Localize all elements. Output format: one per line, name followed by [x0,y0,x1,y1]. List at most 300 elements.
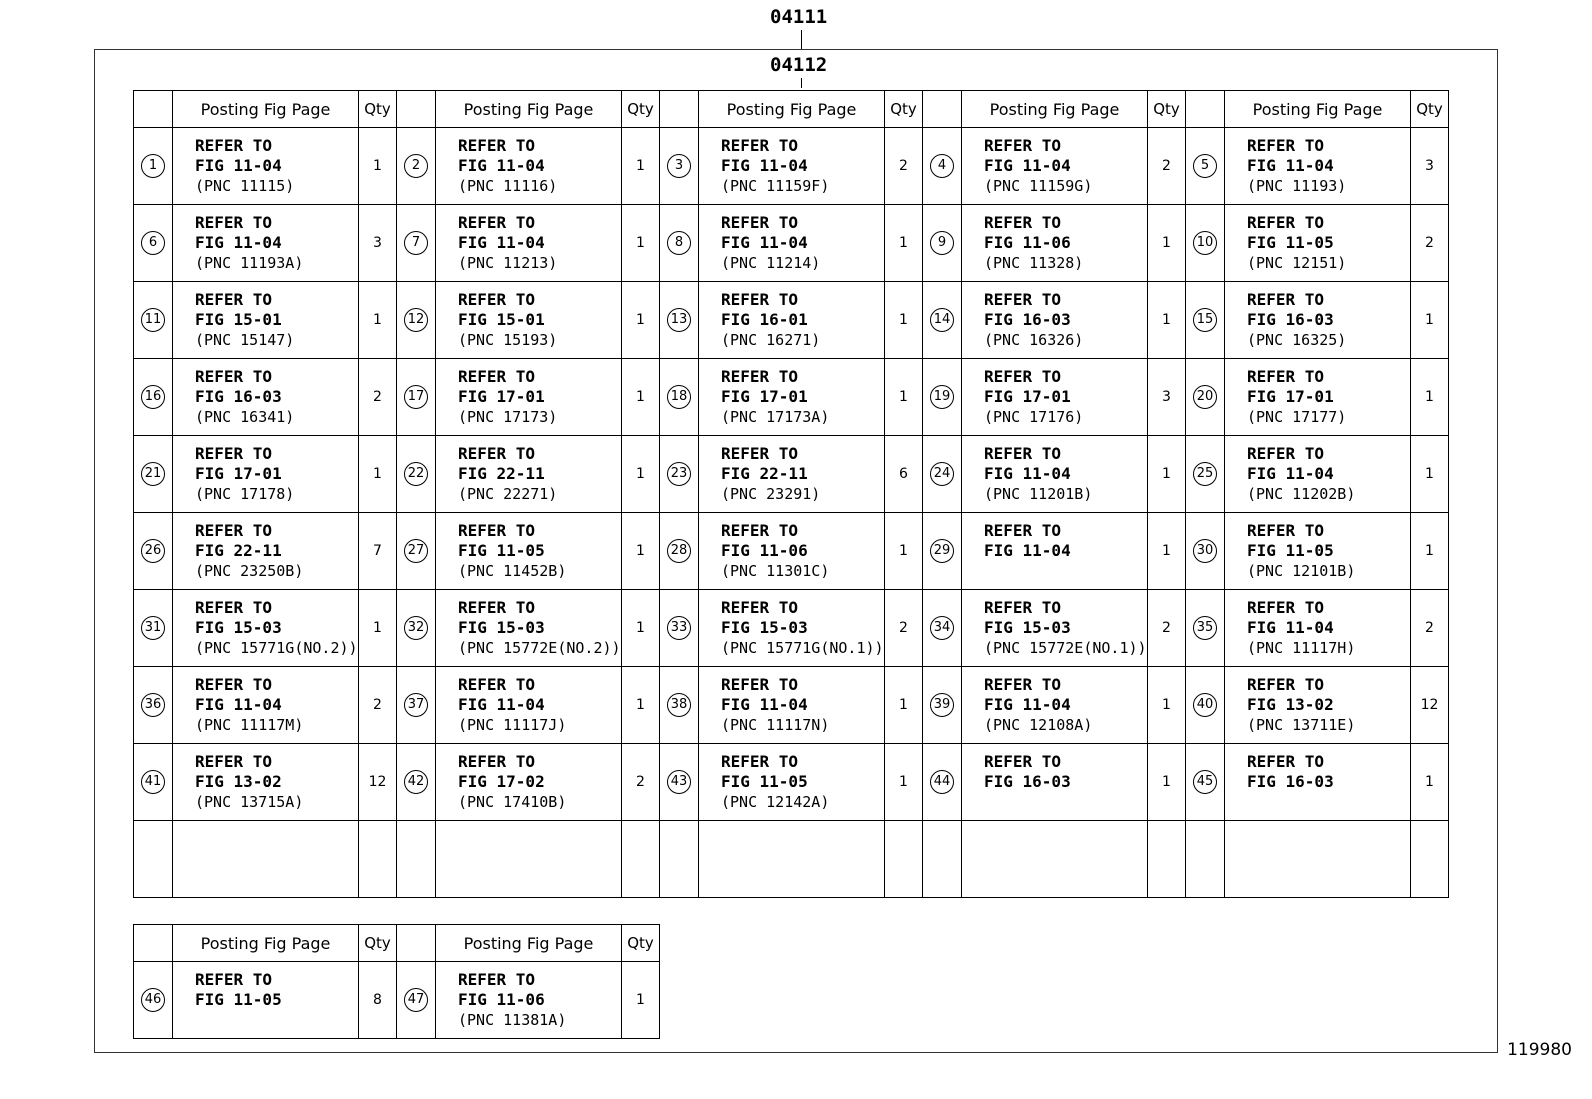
qty-value: 1 [885,744,923,821]
item-number: 43 [667,770,691,794]
ref-fig: FIG 17-01 [195,464,282,483]
ref-refer: REFER TO [458,752,536,771]
fig-reference [173,752,358,812]
ref-fig: FIG 11-04 [984,541,1071,560]
header-blank-cell [134,925,173,962]
item-number-cell [660,667,699,744]
header-posting-fig-page: Posting Fig Page [962,91,1148,128]
ref-fig: FIG 11-04 [195,695,282,714]
ref-pnc [195,1010,358,1030]
fig-reference [173,444,358,504]
ref-pnc: (PNC 17177) [1247,408,1347,426]
item-number-cell [660,128,699,205]
ref-pnc: (PNC 16325) [1247,331,1347,349]
ref-fig: FIG 11-05 [1247,233,1334,252]
ref-refer: REFER TO [195,521,273,540]
fig-reference [1225,290,1410,350]
item-number-cell [134,359,173,436]
ref-fig: FIG 11-05 [721,772,808,791]
fig-reference-cell [699,744,885,821]
fig-reference [436,213,621,273]
item-number-cell [397,359,436,436]
qty-value: 1 [885,667,923,744]
item-number-cell [1186,128,1225,205]
ref-pnc: (PNC 11202B) [1247,485,1356,503]
fig-reference-cell [436,359,622,436]
header-qty: Qty [359,91,397,128]
item-number-cell [1186,436,1225,513]
ref-refer: REFER TO [721,213,799,232]
header-posting-fig-page: Posting Fig Page [173,925,359,962]
ref-pnc: (PNC 11115) [195,177,295,195]
fig-reference [699,598,884,658]
ref-pnc: (PNC 23250B) [195,562,304,580]
fig-reference-cell [1225,744,1411,821]
ref-fig: FIG 15-03 [458,618,545,637]
fig-reference [436,752,621,812]
item-number: 38 [667,693,691,717]
ref-refer: REFER TO [1247,136,1325,155]
ref-pnc: (PNC 15772E(NO.1)) [984,639,1147,657]
item-number: 1 [141,154,165,178]
ref-pnc: (PNC 16271) [721,331,821,349]
fig-reference [962,521,1147,581]
ref-pnc: (PNC 13715A) [195,793,304,811]
ref-refer: REFER TO [721,752,799,771]
qty-value: 1 [885,513,923,590]
fig-reference [962,598,1147,658]
fig-reference-cell [699,205,885,282]
ref-fig: FIG 15-01 [458,310,545,329]
empty-cell [962,821,1148,898]
fig-reference-cell [173,744,359,821]
ref-pnc [1247,792,1410,812]
qty-value: 1 [622,359,660,436]
ref-fig: FIG 15-03 [984,618,1071,637]
item-number-cell [923,205,962,282]
fig-reference-cell [699,590,885,667]
item-number: 27 [404,539,428,563]
item-number: 41 [141,770,165,794]
item-number: 45 [1193,770,1217,794]
qty-value: 1 [1411,744,1449,821]
ref-pnc: (PNC 11116) [458,177,558,195]
fig-reference-cell [1225,667,1411,744]
ref-refer: REFER TO [984,367,1062,386]
ref-fig: FIG 11-04 [458,695,545,714]
table-row [134,282,1449,359]
fig-reference [1225,675,1410,735]
fig-reference-cell [962,744,1148,821]
item-number: 21 [141,462,165,486]
ref-refer: REFER TO [195,136,273,155]
table-row [134,128,1449,205]
fig-reference-cell [436,667,622,744]
qty-value: 1 [1411,282,1449,359]
ref-pnc: (PNC 11214) [721,254,821,272]
item-number: 10 [1193,231,1217,255]
ref-pnc: (PNC 11213) [458,254,558,272]
ref-fig: FIG 11-04 [984,695,1071,714]
ref-pnc: (PNC 17176) [984,408,1084,426]
table-row [134,205,1449,282]
item-number-cell [1186,744,1225,821]
item-number-cell [923,513,962,590]
assembly-code-04111: 04111 [770,6,828,28]
table-row [134,359,1449,436]
ref-fig: FIG 17-01 [984,387,1071,406]
item-number: 31 [141,616,165,640]
item-number: 13 [667,308,691,332]
empty-cell [1186,821,1225,898]
item-number-cell [134,436,173,513]
assembly-code-04112: 04112 [770,54,828,76]
ref-refer: REFER TO [984,213,1062,232]
item-number-cell [397,590,436,667]
header-blank-cell [397,925,436,962]
fig-reference [1225,521,1410,581]
qty-value: 1 [1148,205,1186,282]
fig-reference-cell [699,667,885,744]
fig-reference-cell [436,513,622,590]
fig-reference [436,367,621,427]
ref-fig: FIG 16-01 [721,310,808,329]
fig-reference [962,752,1147,812]
fig-reference-cell [173,359,359,436]
fig-reference [436,521,621,581]
ref-refer: REFER TO [984,675,1062,694]
fig-reference [1225,444,1410,504]
qty-value: 1 [885,359,923,436]
ref-pnc: (PNC 15772E(NO.2)) [458,639,621,657]
item-number: 46 [141,988,165,1012]
fig-reference-cell [173,590,359,667]
item-number-cell [660,359,699,436]
qty-value: 2 [1411,205,1449,282]
qty-value: 1 [1148,667,1186,744]
fig-reference [962,444,1147,504]
qty-value: 3 [1148,359,1186,436]
ref-fig: FIG 13-02 [195,772,282,791]
ref-fig: FIG 11-04 [1247,618,1334,637]
ref-refer: REFER TO [458,675,536,694]
item-number-cell [1186,282,1225,359]
fig-reference [699,213,884,273]
ref-refer: REFER TO [1247,521,1325,540]
ref-fig: FIG 11-04 [195,156,282,175]
fig-reference-cell [962,436,1148,513]
fig-reference-cell [962,282,1148,359]
ref-pnc: (PNC 12101B) [1247,562,1356,580]
ref-fig: FIG 11-04 [458,233,545,252]
item-number: 32 [404,616,428,640]
ref-pnc: (PNC 11159G) [984,177,1093,195]
fig-reference-cell [436,282,622,359]
fig-reference [699,444,884,504]
fig-reference-cell [173,282,359,359]
ref-pnc [984,561,1147,581]
ref-pnc: (PNC 11328) [984,254,1084,272]
fig-reference-cell [1225,282,1411,359]
item-number-cell [134,667,173,744]
ref-fig: FIG 22-11 [721,464,808,483]
fig-reference-cell [1225,128,1411,205]
ref-pnc: (PNC 11301C) [721,562,830,580]
empty-cell [660,821,699,898]
qty-value: 1 [622,436,660,513]
header-posting-fig-page: Posting Fig Page [173,91,359,128]
item-number-cell [397,128,436,205]
empty-cell [1225,821,1411,898]
item-number-cell [134,962,173,1039]
empty-cell [436,821,622,898]
fig-reference [436,136,621,196]
ref-pnc: (PNC 11201B) [984,485,1093,503]
ref-fig: FIG 11-06 [458,990,545,1009]
ref-pnc: (PNC 11381A) [458,1011,567,1029]
fig-reference-cell [436,962,622,1039]
item-number-cell [660,590,699,667]
qty-value: 1 [1411,359,1449,436]
item-number: 35 [1193,616,1217,640]
item-number: 17 [404,385,428,409]
ref-fig: FIG 11-06 [984,233,1071,252]
fig-reference-cell [1225,205,1411,282]
item-number-cell [923,590,962,667]
qty-value: 1 [1148,744,1186,821]
item-number-cell [397,436,436,513]
ref-fig: FIG 17-01 [1247,387,1334,406]
ref-refer: REFER TO [195,444,273,463]
ref-refer: REFER TO [195,367,273,386]
qty-value: 1 [359,436,397,513]
fig-reference-cell [436,128,622,205]
empty-cell [1148,821,1186,898]
header-blank-cell [1186,91,1225,128]
ref-refer: REFER TO [721,444,799,463]
fig-reference-cell [962,359,1148,436]
ref-refer: REFER TO [1247,675,1325,694]
item-number: 15 [1193,308,1217,332]
item-number: 24 [930,462,954,486]
table-row [134,513,1449,590]
ref-refer: REFER TO [721,290,799,309]
ref-refer: REFER TO [721,367,799,386]
qty-value: 1 [1148,282,1186,359]
header-posting-fig-page: Posting Fig Page [436,925,622,962]
fig-reference [1225,598,1410,658]
ref-fig: FIG 11-04 [721,695,808,714]
qty-value: 3 [359,205,397,282]
fig-reference [962,675,1147,735]
ref-pnc: (PNC 11117M) [195,716,304,734]
ref-refer: REFER TO [458,521,536,540]
ref-refer: REFER TO [458,136,536,155]
ref-pnc: (PNC 15771G(NO.1)) [721,639,884,657]
qty-value: 2 [359,359,397,436]
fig-reference-cell [699,128,885,205]
ref-fig: FIG 16-03 [984,772,1071,791]
ref-pnc: (PNC 11117H) [1247,639,1356,657]
ref-fig: FIG 11-04 [984,156,1071,175]
item-number-cell [134,744,173,821]
header-posting-fig-page: Posting Fig Page [1225,91,1411,128]
item-number-cell [660,513,699,590]
qty-value: 2 [622,744,660,821]
ref-pnc: (PNC 16341) [195,408,295,426]
fig-reference [173,675,358,735]
item-number-cell [397,962,436,1039]
item-number-cell [923,436,962,513]
ref-refer: REFER TO [1247,213,1325,232]
fig-reference [173,136,358,196]
ref-pnc: (PNC 17410B) [458,793,567,811]
fig-reference [436,675,621,735]
ref-fig: FIG 15-03 [195,618,282,637]
table-row [134,667,1449,744]
ref-pnc: (PNC 11117J) [458,716,567,734]
fig-reference [1225,367,1410,427]
item-number-cell [923,667,962,744]
empty-cell [173,821,359,898]
item-number-cell [397,282,436,359]
header-row [134,91,1449,128]
ref-fig: FIG 16-03 [984,310,1071,329]
item-number-cell [1186,667,1225,744]
header-qty: Qty [1411,91,1449,128]
item-number: 19 [930,385,954,409]
ref-fig: FIG 17-01 [721,387,808,406]
ref-refer: REFER TO [984,752,1062,771]
ref-fig: FIG 11-04 [984,464,1071,483]
ref-pnc: (PNC 22271) [458,485,558,503]
ref-refer: REFER TO [721,521,799,540]
ref-refer: REFER TO [458,444,536,463]
fig-reference [962,367,1147,427]
fig-reference-cell [699,282,885,359]
header-blank-cell [923,91,962,128]
empty-cell [923,821,962,898]
item-number: 2 [404,154,428,178]
ref-refer: REFER TO [984,598,1062,617]
ref-pnc: (PNC 11117N) [721,716,830,734]
item-number-cell [1186,590,1225,667]
ref-fig: FIG 11-05 [1247,541,1334,560]
qty-value: 1 [1411,436,1449,513]
empty-cell [699,821,885,898]
ref-fig: FIG 11-04 [458,156,545,175]
ref-pnc: (PNC 12108A) [984,716,1093,734]
item-number-cell [134,205,173,282]
ref-refer: REFER TO [1247,752,1325,771]
item-number-cell [923,359,962,436]
ref-fig: FIG 17-02 [458,772,545,791]
item-number: 22 [404,462,428,486]
fig-reference-cell [173,962,359,1039]
fig-reference-cell [436,590,622,667]
item-number: 25 [1193,462,1217,486]
item-number-cell [397,205,436,282]
fig-reference [436,970,621,1030]
qty-value: 1 [622,513,660,590]
table-row [134,744,1449,821]
ref-pnc: (PNC 11193A) [195,254,304,272]
item-number-cell [134,128,173,205]
ref-pnc: (PNC 17178) [195,485,295,503]
fig-reference-cell [699,359,885,436]
ref-fig: FIG 13-02 [1247,695,1334,714]
fig-reference [699,367,884,427]
item-number: 28 [667,539,691,563]
ref-refer: REFER TO [721,598,799,617]
header-blank-cell [134,91,173,128]
item-number-cell [397,744,436,821]
item-number-cell [923,128,962,205]
qty-value: 2 [885,128,923,205]
ref-refer: REFER TO [458,290,536,309]
qty-value: 1 [622,590,660,667]
fig-reference-cell [436,744,622,821]
item-number-cell [660,205,699,282]
ref-pnc: (PNC 11193) [1247,177,1347,195]
qty-value: 1 [1148,436,1186,513]
ref-fig: FIG 22-11 [195,541,282,560]
item-number: 39 [930,693,954,717]
ref-refer: REFER TO [195,970,273,989]
item-number: 42 [404,770,428,794]
header-blank-cell [397,91,436,128]
qty-value: 1 [622,282,660,359]
fig-reference-cell [962,590,1148,667]
item-number: 5 [1193,154,1217,178]
fig-reference-cell [436,205,622,282]
ref-fig: FIG 11-05 [195,990,282,1009]
qty-value: 1 [1148,513,1186,590]
header-blank-cell [660,91,699,128]
fig-reference-cell [699,436,885,513]
ref-refer: REFER TO [1247,598,1325,617]
fig-reference [962,290,1147,350]
ref-pnc: (PNC 15771G(NO.2)) [195,639,358,657]
fig-reference [173,213,358,273]
figure-id: 119980 [1507,1040,1572,1060]
fig-reference-cell [699,513,885,590]
fig-reference [436,598,621,658]
ref-fig: FIG 16-03 [1247,310,1334,329]
fig-reference [173,598,358,658]
item-number: 26 [141,539,165,563]
ref-refer: REFER TO [195,290,273,309]
qty-value: 1 [622,128,660,205]
item-number: 7 [404,231,428,255]
fig-reference [173,521,358,581]
header-qty: Qty [622,91,660,128]
header-row [134,925,660,962]
fig-reference [699,521,884,581]
ref-pnc: (PNC 16326) [984,331,1084,349]
item-number-cell [397,667,436,744]
item-number-cell [923,744,962,821]
ref-refer: REFER TO [984,136,1062,155]
header-qty: Qty [1148,91,1186,128]
leader-line [801,78,802,88]
fig-reference-cell [436,436,622,513]
qty-value: 1 [885,282,923,359]
ref-fig: FIG 17-01 [458,387,545,406]
item-number-cell [134,282,173,359]
item-number-cell [397,513,436,590]
ref-fig: FIG 16-03 [1247,772,1334,791]
